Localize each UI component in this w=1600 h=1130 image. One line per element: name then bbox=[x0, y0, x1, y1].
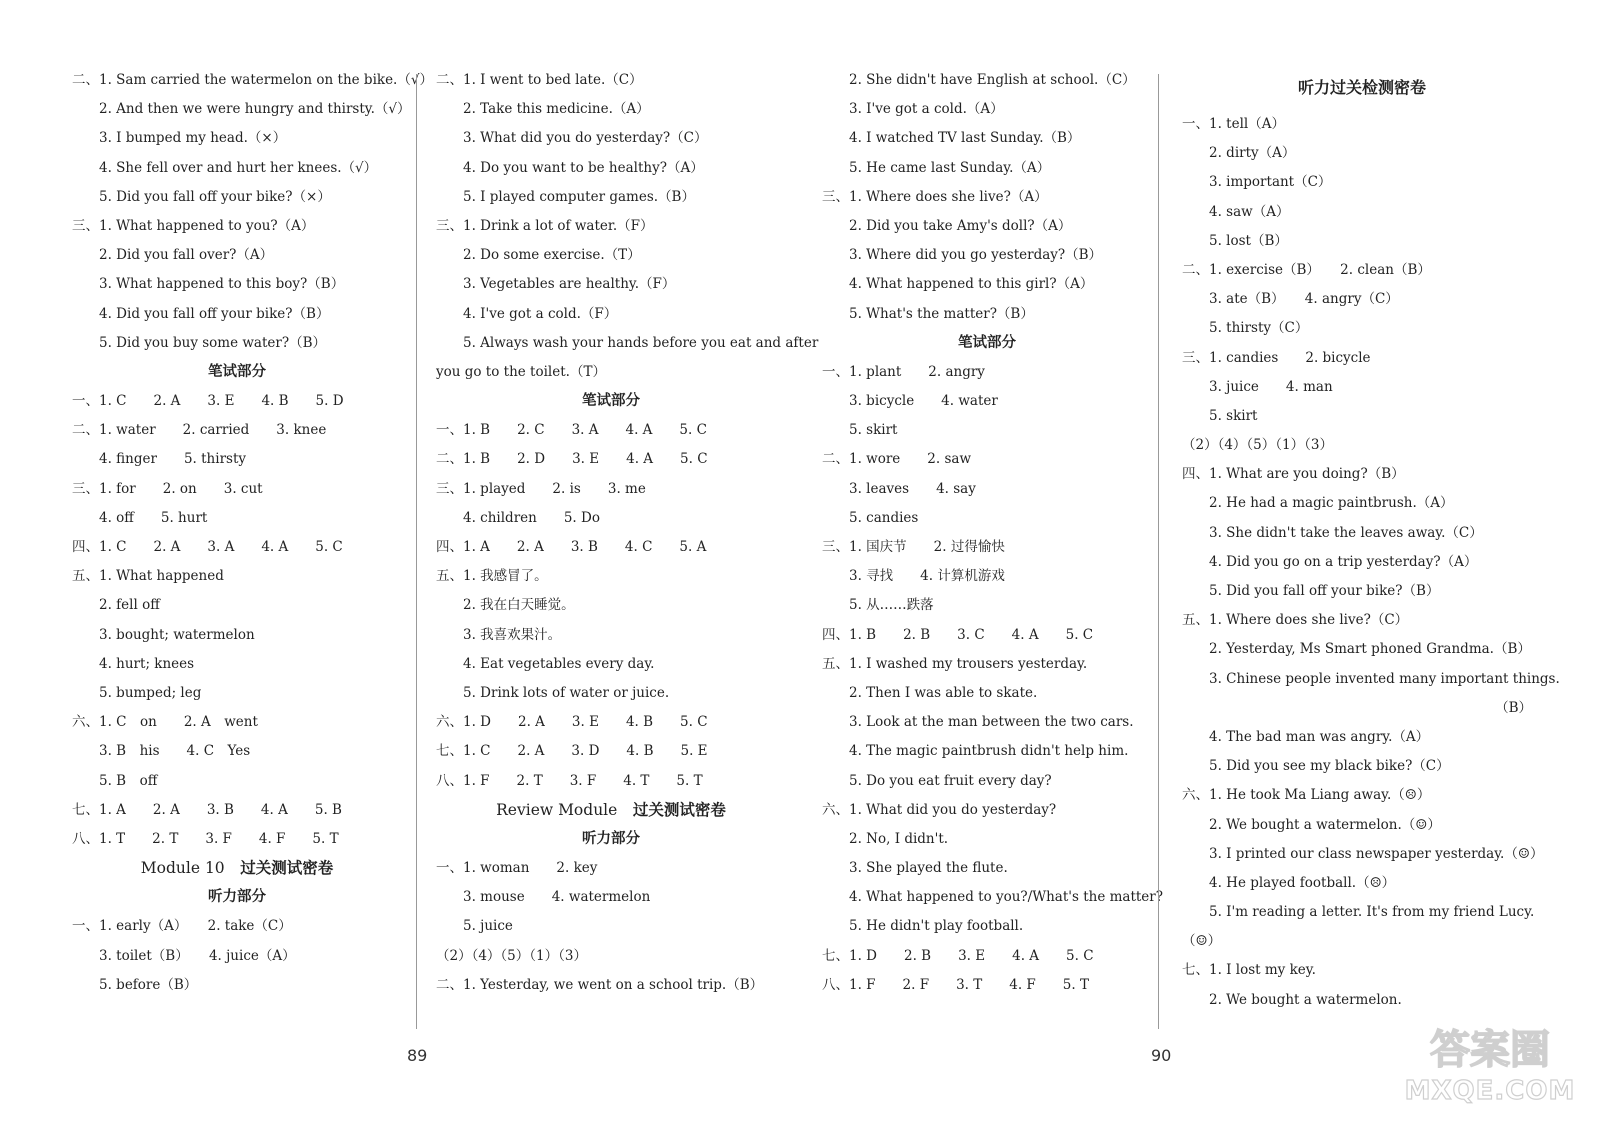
answer-line: 5. before（B） bbox=[72, 976, 198, 993]
answer-line: 2. We bought a watermelon. bbox=[1182, 991, 1402, 1008]
answer-line: 4. Do you want to be healthy?（A） bbox=[436, 159, 704, 176]
answer-line: 3. bought; watermelon bbox=[72, 626, 255, 643]
answer-line: 3. What happened to this boy?（B） bbox=[72, 276, 345, 293]
answer-line: 五、1. 我感冒了。 bbox=[436, 568, 548, 585]
answer-line: 二、1. I went to bed late.（C） bbox=[436, 72, 643, 88]
answer-line: 3. B his 4. C Yes bbox=[72, 743, 251, 760]
answer-line: 5. lost（B） bbox=[1182, 232, 1288, 249]
section-heading: 笔试部分 bbox=[208, 363, 266, 380]
answer-line: 3. She played the flute. bbox=[822, 860, 1008, 877]
answer-line: 5. Drink lots of water or juice. bbox=[436, 684, 670, 701]
answer-line: 三、1. Drink a lot of water.（F） bbox=[436, 217, 654, 234]
answer-line: 5. Always wash your hands before you eat and after bbox=[436, 334, 819, 351]
page-number-right: 90 bbox=[1151, 1046, 1172, 1065]
answer-line: you go to the toilet.（T） bbox=[436, 363, 606, 380]
answer-line: 四、1. B 2. B 3. C 4. A 5. C bbox=[822, 626, 1094, 643]
answer-column-4 bbox=[1182, 66, 1560, 1015]
answer-line: 5. What's the matter?（B） bbox=[822, 305, 1034, 322]
answer-line: 三、1. for 2. on 3. cut bbox=[72, 480, 263, 497]
answer-line: 5. candies bbox=[822, 509, 919, 526]
answer-line: 3. Look at the man between the two cars. bbox=[822, 714, 1134, 731]
answer-line: 一、1. woman 2. key bbox=[436, 860, 598, 877]
answer-line: 一、1. tell（A） bbox=[1182, 116, 1285, 132]
answer-line: 三、1. candies 2. bicycle bbox=[1182, 349, 1371, 366]
answer-line: 5. Did you see my black bike?（C） bbox=[1182, 758, 1450, 775]
answer-line: 三、1. 国庆节 2. 过得愉快 bbox=[822, 539, 1005, 555]
answer-line: 二、1. exercise（B） 2. clean（B） bbox=[1182, 261, 1431, 278]
answer-line: 3. I bumped my head.（×） bbox=[72, 130, 287, 147]
answer-line: 一、1. plant 2. angry bbox=[822, 363, 985, 380]
answer-line: 5. Did you fall off your bike?（B） bbox=[1182, 583, 1440, 599]
section-heading: 笔试部分 bbox=[582, 393, 640, 410]
answer-line: 4. What happened to you?/What's the matter? bbox=[822, 889, 1163, 906]
section-heading: 笔试部分 bbox=[958, 334, 1016, 351]
section-title-en: Review Module bbox=[496, 800, 618, 819]
answer-line: 二、1. Sam carried the watermelon on the bike.（√） bbox=[72, 72, 433, 88]
answer-line: 3. What did you do yesterday?（C） bbox=[436, 130, 708, 147]
answer-line: 2. He had a magic paintbrush.（A） bbox=[1182, 495, 1454, 512]
answer-line: 六、1. He took Ma Liang away.（☹） bbox=[1182, 787, 1431, 804]
answer-line: 5. thirsty（C） bbox=[1182, 320, 1309, 337]
answer-line: 3. She didn't take the leaves away.（C） bbox=[1182, 524, 1483, 541]
answer-line: 二、1. Yesterday, we went on a school trip.（B） bbox=[436, 976, 764, 993]
answer-line: （☺） bbox=[1182, 933, 1222, 950]
answer-line: 八、1. F 2. T 3. F 4. T 5. T bbox=[436, 772, 703, 789]
answer-line: 5. I played computer games.（B） bbox=[436, 188, 695, 205]
watermark-logo bbox=[1400, 1018, 1580, 1118]
answer-line: 5. He didn't play football. bbox=[822, 918, 1024, 935]
answer-line: 3. 我喜欢果汁。 bbox=[436, 626, 562, 643]
answer-line: 七、1. C 2. A 3. D 4. B 5. E bbox=[436, 743, 708, 760]
answer-line: 3. Vegetables are healthy.（F） bbox=[436, 276, 676, 293]
answer-line: 4. I watched TV last Sunday.（B） bbox=[822, 130, 1081, 147]
answer-line: 3. important（C） bbox=[1182, 174, 1332, 191]
answer-line: 2. We bought a watermelon.（☺） bbox=[1182, 816, 1441, 833]
answer-line: 4. He played football.（☹） bbox=[1182, 874, 1396, 891]
answer-line: 七、1. I lost my key. bbox=[1182, 962, 1316, 979]
answer-column-2 bbox=[436, 66, 819, 1000]
answer-line: 4. saw（A） bbox=[1182, 203, 1290, 220]
column-divider bbox=[1158, 74, 1159, 1029]
answer-line: 4. The bad man was angry.（A） bbox=[1182, 728, 1430, 745]
answer-line: 4. finger 5. thirsty bbox=[72, 451, 246, 468]
answer-line: 2. Did you take Amy's doll?（A） bbox=[822, 217, 1072, 234]
answer-line: 四、1. What are you doing?（B） bbox=[1182, 466, 1405, 483]
answer-line: 5. skirt bbox=[1182, 407, 1258, 424]
answer-line: 四、1. A 2. A 3. B 4. C 5. A bbox=[436, 539, 707, 555]
answer-line: 4. She fell over and hurt her knees.（√） bbox=[72, 159, 378, 176]
answer-line: 3. mouse 4. watermelon bbox=[436, 889, 651, 906]
answer-line: 五、1. I washed my trousers yesterday. bbox=[822, 655, 1088, 672]
section-heading: 听力过关检测密卷 bbox=[1297, 78, 1426, 97]
answer-line: 4. I've got a cold.（F） bbox=[436, 305, 618, 322]
answer-line: 三、1. What happened to you?（A） bbox=[72, 217, 315, 234]
answer-line: 4. The magic paintbrush didn't help him. bbox=[822, 743, 1129, 760]
section-title bbox=[72, 854, 402, 883]
answer-line: 五、1. Where does she live?（C） bbox=[1182, 612, 1409, 629]
section-heading: 听力部分 bbox=[582, 830, 640, 847]
answer-line: 一、1. C 2. A 3. E 4. B 5. D bbox=[72, 393, 344, 410]
answer-line: 5. bumped; leg bbox=[72, 684, 202, 701]
answer-line: 5. B off bbox=[72, 772, 158, 789]
answer-line: 2. 我在白天睡觉。 bbox=[436, 597, 575, 614]
answer-line: 4. Did you go on a trip yesterday?（A） bbox=[1182, 553, 1478, 570]
answer-line: 2. Take this medicine.（A） bbox=[436, 101, 650, 118]
answer-line: 六、1. What did you do yesterday? bbox=[822, 801, 1057, 818]
answer-line: 5. I'm reading a letter. It's from my friend Lucy. bbox=[1182, 904, 1535, 921]
section-title-zh: 过关测试密卷 bbox=[240, 859, 334, 878]
answer-line: 3. Chinese people invented many important things. bbox=[1182, 670, 1560, 687]
answer-line: （2）（4）（5）（1）（3） bbox=[1182, 437, 1333, 454]
answer-column-3 bbox=[822, 66, 1163, 1000]
answer-line: 4. What happened to this girl?（A） bbox=[822, 276, 1094, 293]
answer-line: 五、1. What happened bbox=[72, 568, 224, 585]
answer-line: 八、1. F 2. F 3. T 4. F 5. T bbox=[822, 976, 1089, 993]
answer-line: 八、1. T 2. T 3. F 4. F 5. T bbox=[72, 830, 339, 847]
section-title-en: Module 10 bbox=[140, 859, 225, 878]
answer-line: 一、1. B 2. C 3. A 4. A 5. C bbox=[436, 422, 707, 439]
answer-line: 2. dirty（A） bbox=[1182, 145, 1296, 162]
answer-line: 5. Did you fall off your bike?（×） bbox=[72, 188, 331, 205]
answer-line: 2. Did you fall over?（A） bbox=[72, 247, 274, 264]
section-title-zh: 过关测试密卷 bbox=[632, 800, 726, 819]
answer-line: 三、1. Where does she live?（A） bbox=[822, 188, 1048, 205]
answer-line: 4. off 5. hurt bbox=[72, 509, 208, 526]
answer-line: 二、1. B 2. D 3. E 4. A 5. C bbox=[436, 451, 708, 468]
section-heading: （B） bbox=[1495, 699, 1532, 716]
answer-line: 二、1. wore 2. saw bbox=[822, 451, 972, 468]
answer-line: 4. children 5. Do bbox=[436, 509, 600, 526]
answer-line: 5. juice bbox=[436, 918, 513, 935]
answer-line: 3. Where did you go yesterday?（B） bbox=[822, 247, 1103, 264]
section-heading: 听力部分 bbox=[208, 889, 266, 906]
answer-line: 2. Yesterday, Ms Smart phoned Grandma.（B） bbox=[1182, 641, 1531, 658]
answer-line: 3. I printed our class newspaper yesterday.（☺） bbox=[1182, 845, 1544, 862]
watermark-text-zh: 答案圈 bbox=[1430, 1027, 1550, 1073]
answer-line: 二、1. water 2. carried 3. knee bbox=[72, 422, 327, 439]
answer-line: 3. leaves 4. say bbox=[822, 480, 976, 497]
answer-line: 5. skirt bbox=[822, 422, 898, 439]
answer-line: （2）（4）（5）（1）（3） bbox=[436, 947, 587, 964]
answer-line: 5. Did you buy some water?（B） bbox=[72, 334, 327, 351]
page-number-left: 89 bbox=[407, 1046, 428, 1065]
section-title bbox=[436, 796, 786, 825]
answer-line: 三、1. played 2. is 3. me bbox=[436, 480, 646, 497]
answer-line: 2. Do some exercise.（T） bbox=[436, 247, 641, 264]
answer-column-1 bbox=[72, 66, 433, 1000]
answer-line: 七、1. A 2. A 3. B 4. A 5. B bbox=[72, 801, 342, 818]
answer-line: 四、1. C 2. A 3. A 4. A 5. C bbox=[72, 539, 343, 555]
answer-line: 一、1. early（A） 2. take（C） bbox=[72, 918, 292, 935]
answer-line: 3. I've got a cold.（A） bbox=[822, 101, 1004, 118]
watermark-text-en: MXQE.COM bbox=[1404, 1076, 1576, 1106]
column-divider bbox=[416, 74, 417, 1029]
answer-line: 2. Then I was able to skate. bbox=[822, 684, 1038, 701]
answer-line: 七、1. D 2. B 3. E 4. A 5. C bbox=[822, 947, 1094, 964]
answer-line: 2. No, I didn't. bbox=[822, 830, 949, 847]
answer-line: 5. 从……跌落 bbox=[822, 597, 934, 614]
answer-line: 4. Eat vegetables every day. bbox=[436, 655, 655, 672]
answer-line: 5. He came last Sunday.（A） bbox=[822, 159, 1051, 176]
answer-line: 4. Did you fall off your bike?（B） bbox=[72, 305, 330, 322]
answer-line: 3. bicycle 4. water bbox=[822, 393, 998, 410]
answer-line: 3. toilet（B） 4. juice（A） bbox=[72, 947, 296, 964]
answer-line: 5. Do you eat fruit every day? bbox=[822, 772, 1052, 789]
answer-line: 六、1. C on 2. A went bbox=[72, 714, 258, 731]
answer-line: 3. juice 4. man bbox=[1182, 378, 1333, 395]
answer-line: 2. And then we were hungry and thirsty.（√） bbox=[72, 101, 411, 118]
answer-line: 3. ate（B） 4. angry（C） bbox=[1182, 291, 1399, 308]
answer-line: 2. She didn't have English at school.（C） bbox=[822, 72, 1136, 88]
answer-line: 4. hurt; knees bbox=[72, 655, 195, 672]
answer-line: 六、1. D 2. A 3. E 4. B 5. C bbox=[436, 714, 708, 731]
answer-line: 3. 寻找 4. 计算机游戏 bbox=[822, 568, 1005, 585]
answer-line: 2. fell off bbox=[72, 597, 160, 614]
